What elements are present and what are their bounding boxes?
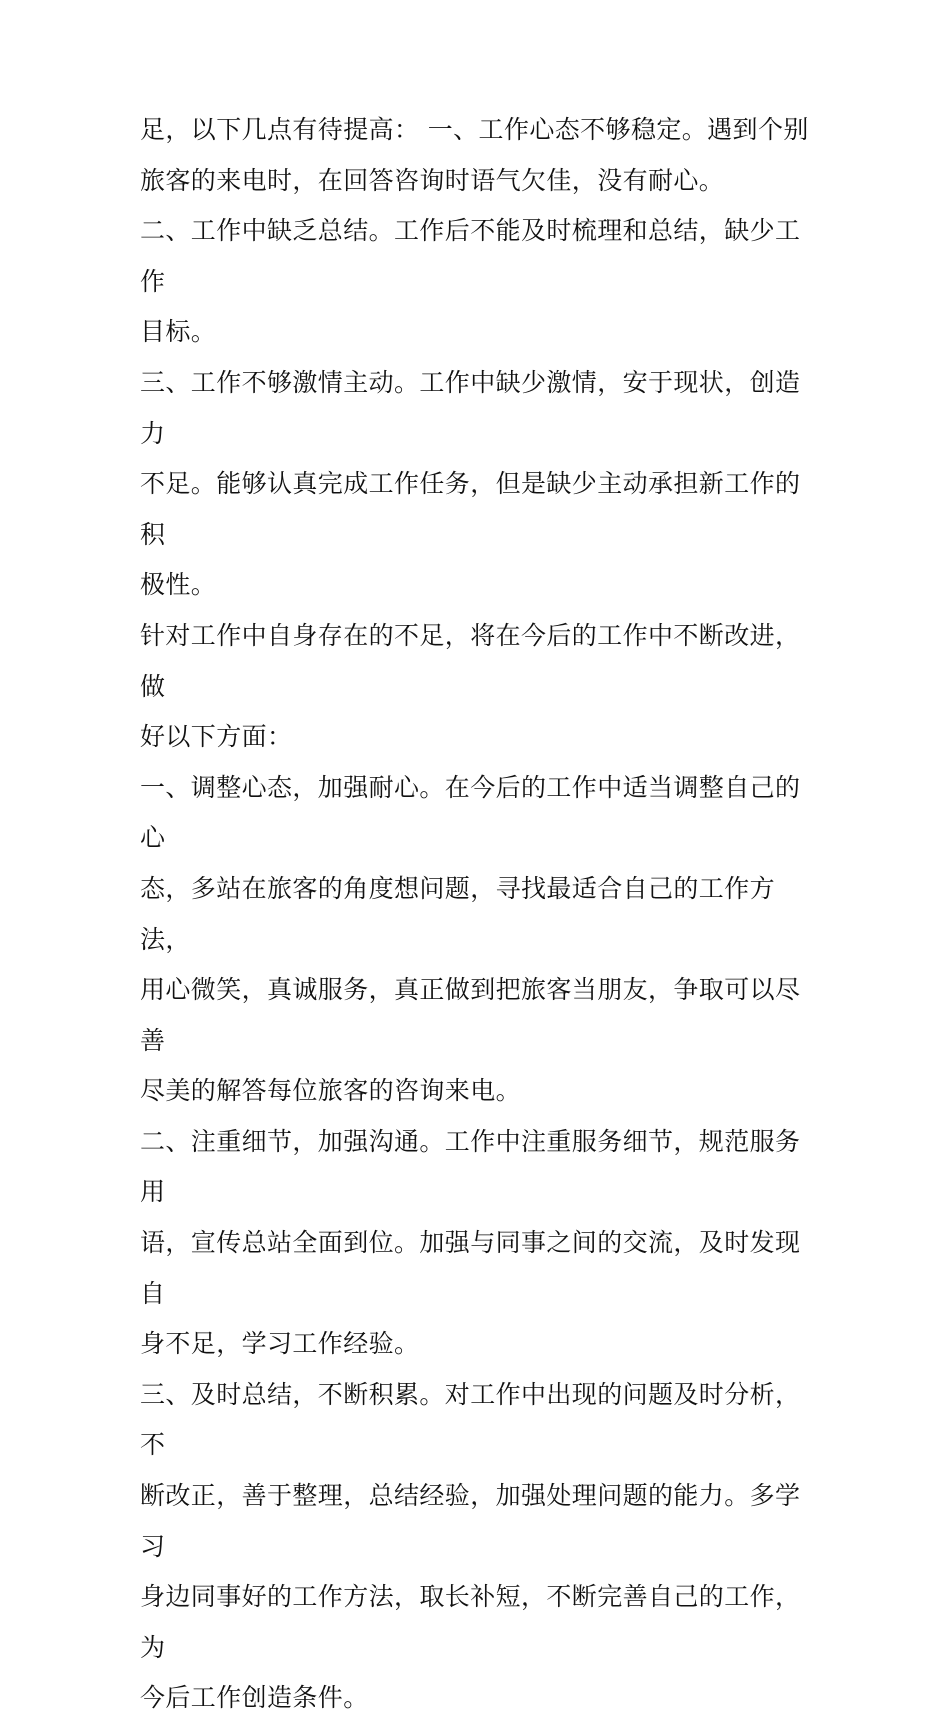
paragraph-2: 二、工作中缺乏总结。工作后不能及时梳理和总结，缺少工作 目标。 xyxy=(140,216,801,347)
paragraph-7: 三、及时总结，不断积累。对工作中出现的问题及时分析，不 断改正，善于整理，总结经验，加强处理问题的能力。多学习 身边同事好的工作方法，取长补短，不断完善自己的工作，为 今后工作创造条件。 xyxy=(140,1379,801,1713)
paragraph-5: 一、调整心态，加强耐心。在今后的工作中适当调整自己的心 态，多站在旅客的角度想问题，寻找最适合自己的工作方法， 用心微笑，真诚服务，真正做到把旅客当朋友，争取可以尽善 尽美的解答每位旅客的咨询来电。 xyxy=(140,772,801,1106)
paragraph-3: 三、工作不够激情主动。工作中缺少激情，安于现状，创造力 不足。能够认真完成工作任务，但是缺少主动承担新工作的积 极性。 xyxy=(140,367,801,600)
paragraph-1: 足，以下几点有待提高： 一、工作心态不够稳定。遇到个别 旅客的来电时，在回答咨询时语气欠佳，没有耐心。 xyxy=(140,115,809,195)
paragraph-6: 二、注重细节，加强沟通。工作中注重服务细节，规范服务用 语，宣传总站全面到位。加强与同事之间的交流，及时发现自 身不足，学习工作经验。 xyxy=(140,1126,801,1359)
paragraph-4: 针对工作中自身存在的不足，将在今后的工作中不断改进，做 好以下方面： xyxy=(140,620,801,752)
document-body xyxy=(140,105,816,1724)
